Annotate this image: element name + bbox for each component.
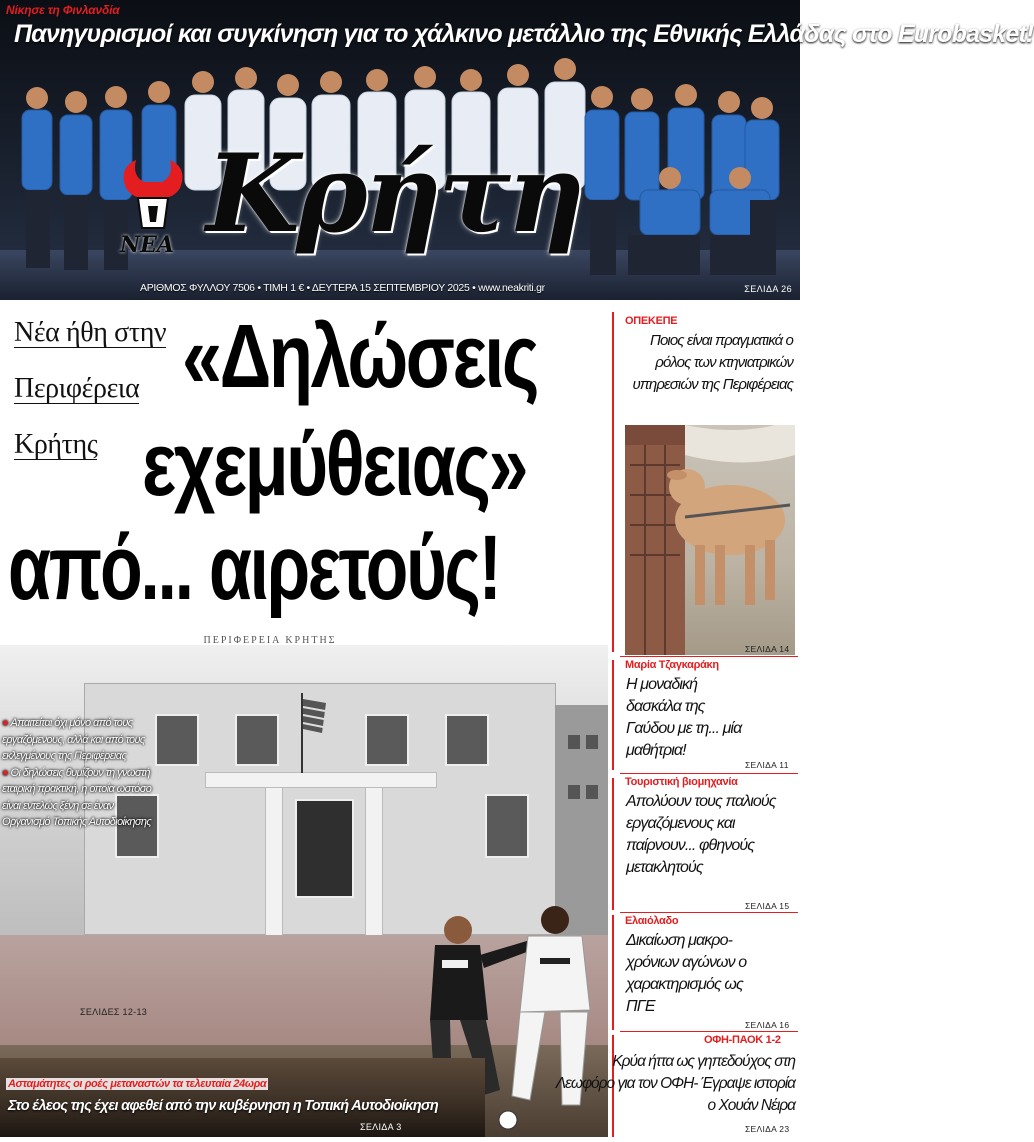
- main-headline-line-2: εχεμύθειας»: [142, 415, 527, 515]
- top-headline: Πανηγυρισμοί και συγκίνηση για το χάλκινο μετάλλιο της Εθνικής Ελλάδας στο Eurobasket!: [14, 20, 1034, 48]
- bullet-2: [2, 765, 152, 831]
- sidebar-5-page: ΣΕΛΙΔΑ 23: [745, 1124, 790, 1134]
- strip-headline: Στο έλεος της έχει αφεθεί από την κυβέρνηση η Τοπική Αυτοδιοίκηση: [8, 1098, 438, 1114]
- issue-line: ΑΡΙΘΜΟΣ ΦΥΛΛΟΥ 7506 • ΤΙΜΗ 1 € • ΔΕΥΤΕΡΑ 15 ΣΕΠΤΕΜΒΡΙΟΥ 2025 • www.neakriti.gr: [140, 282, 545, 294]
- sidebar-separator: [620, 1031, 798, 1032]
- top-kicker: Νίκησε τη Φινλανδία: [6, 3, 120, 17]
- flag-icon: [300, 693, 330, 773]
- strip-kicker: Ασταμάτητες οι ροές μεταναστών τα τελευταία 24ωρα: [8, 1078, 267, 1090]
- sidebar-2-text: Η μοναδική δασκάλα της Γαύδου με τη... μία μαθήτρια!: [626, 676, 742, 759]
- sidebar-2-kicker: Μαρία Τζαγκαράκη: [625, 659, 719, 671]
- main-headline-line-1: «Δηλώσεις: [182, 307, 538, 407]
- sidebar-3-kicker: Τουριστική βιομηχανία: [625, 776, 738, 788]
- top-page-ref: ΣΕΛΙΔΑ 26: [744, 284, 792, 294]
- bullet-dot-icon: ●: [2, 766, 11, 779]
- masthead-title: Κρήτη: [206, 131, 582, 257]
- sidebar-1-kicker: ΟΠΕΚΕΠΕ: [625, 315, 678, 327]
- right-divider: [612, 312, 614, 652]
- main-bullets: [2, 715, 152, 831]
- sidebar-5-kicker: ΟΦΗ-ΠΑΟΚ 1-2: [704, 1034, 781, 1046]
- masthead-small: ΝΕΑ: [120, 232, 174, 258]
- masthead-logo: [118, 131, 598, 290]
- lamb-illustration: [625, 425, 795, 655]
- sidebar-separator: [620, 656, 798, 657]
- lamb-photo: [625, 425, 795, 655]
- main-headline-line-3: από... αιρετούς!: [8, 517, 500, 619]
- sidebar-3-text: Απολύουν τους παλιούς εργαζόμενους και παίρνουν... φθηνούς μετακλητούς: [626, 793, 776, 876]
- bull-horns-icon: [118, 158, 188, 238]
- sidebar-4-page: ΣΕΛΙΔΑ 16: [745, 1020, 790, 1030]
- bullet-2-text: Οι δηλώσεις θυμίζουν τη γνωστή εταιρική πρακτική, η οποία ωστόσο είναι εντελώς ξένη σε έναν Οργανισμό Τοπικής Αυτοδιοίκησης: [2, 766, 152, 828]
- sidebar-4-text: Δικαίωση μακρο-χρόνιων αγώνων ο χαρακτηρισμός ως ΠΓΕ: [626, 932, 747, 1015]
- strip-page-ref: ΣΕΛΙΔΑ 3: [360, 1122, 402, 1132]
- sidebar-4-kicker: Ελαιόλαδο: [625, 915, 679, 927]
- sidebar-separator: [620, 773, 798, 774]
- sidebar-5-text: Κρύα ήττα ως γηπεδούχος στη Λεωφόρο για τον ΟΦΗ- Έγραψε ιστορία ο Χουάν Νέιρα: [555, 1053, 795, 1114]
- sidebar-separator: [620, 912, 798, 913]
- top-banner: [0, 0, 1034, 300]
- sidebar-2-page: ΣΕΛΙΔΑ 11: [745, 760, 789, 770]
- bullet-dot-icon: ●: [2, 717, 11, 729]
- sidebar-3-page: ΣΕΛΙΔΑ 15: [745, 901, 790, 911]
- sidebar-1-page: ΣΕΛΙΔΑ 14: [745, 644, 790, 654]
- sidebar-1-text: Ποιος είναι πραγματικά ο ρόλος των κτηνιατρικών υπηρεσιών της Περιφέρειας: [632, 332, 793, 393]
- right-divider: [612, 915, 614, 1030]
- building-sign: ΠΕΡΙΦΕΡΕΙΑ ΚΡΗΤΗΣ: [203, 635, 337, 646]
- main-kicker-line-2: Περιφέρεια: [14, 373, 140, 404]
- main-page-ref: ΣΕΛΙΔΕΣ 12-13: [80, 1007, 148, 1017]
- bullet-1-text: Απαιτείται όχι μόνο από τους εργαζόμενους, αλλά και από τους εκλεγμένους της Περιφέρειας: [2, 717, 145, 762]
- right-divider: [612, 778, 614, 910]
- main-kicker-line-3: Κρήτης: [14, 429, 98, 460]
- right-divider: [612, 660, 614, 770]
- main-kicker-line-1: Νέα ήθη στην: [14, 317, 167, 348]
- bullet-1: [2, 715, 152, 765]
